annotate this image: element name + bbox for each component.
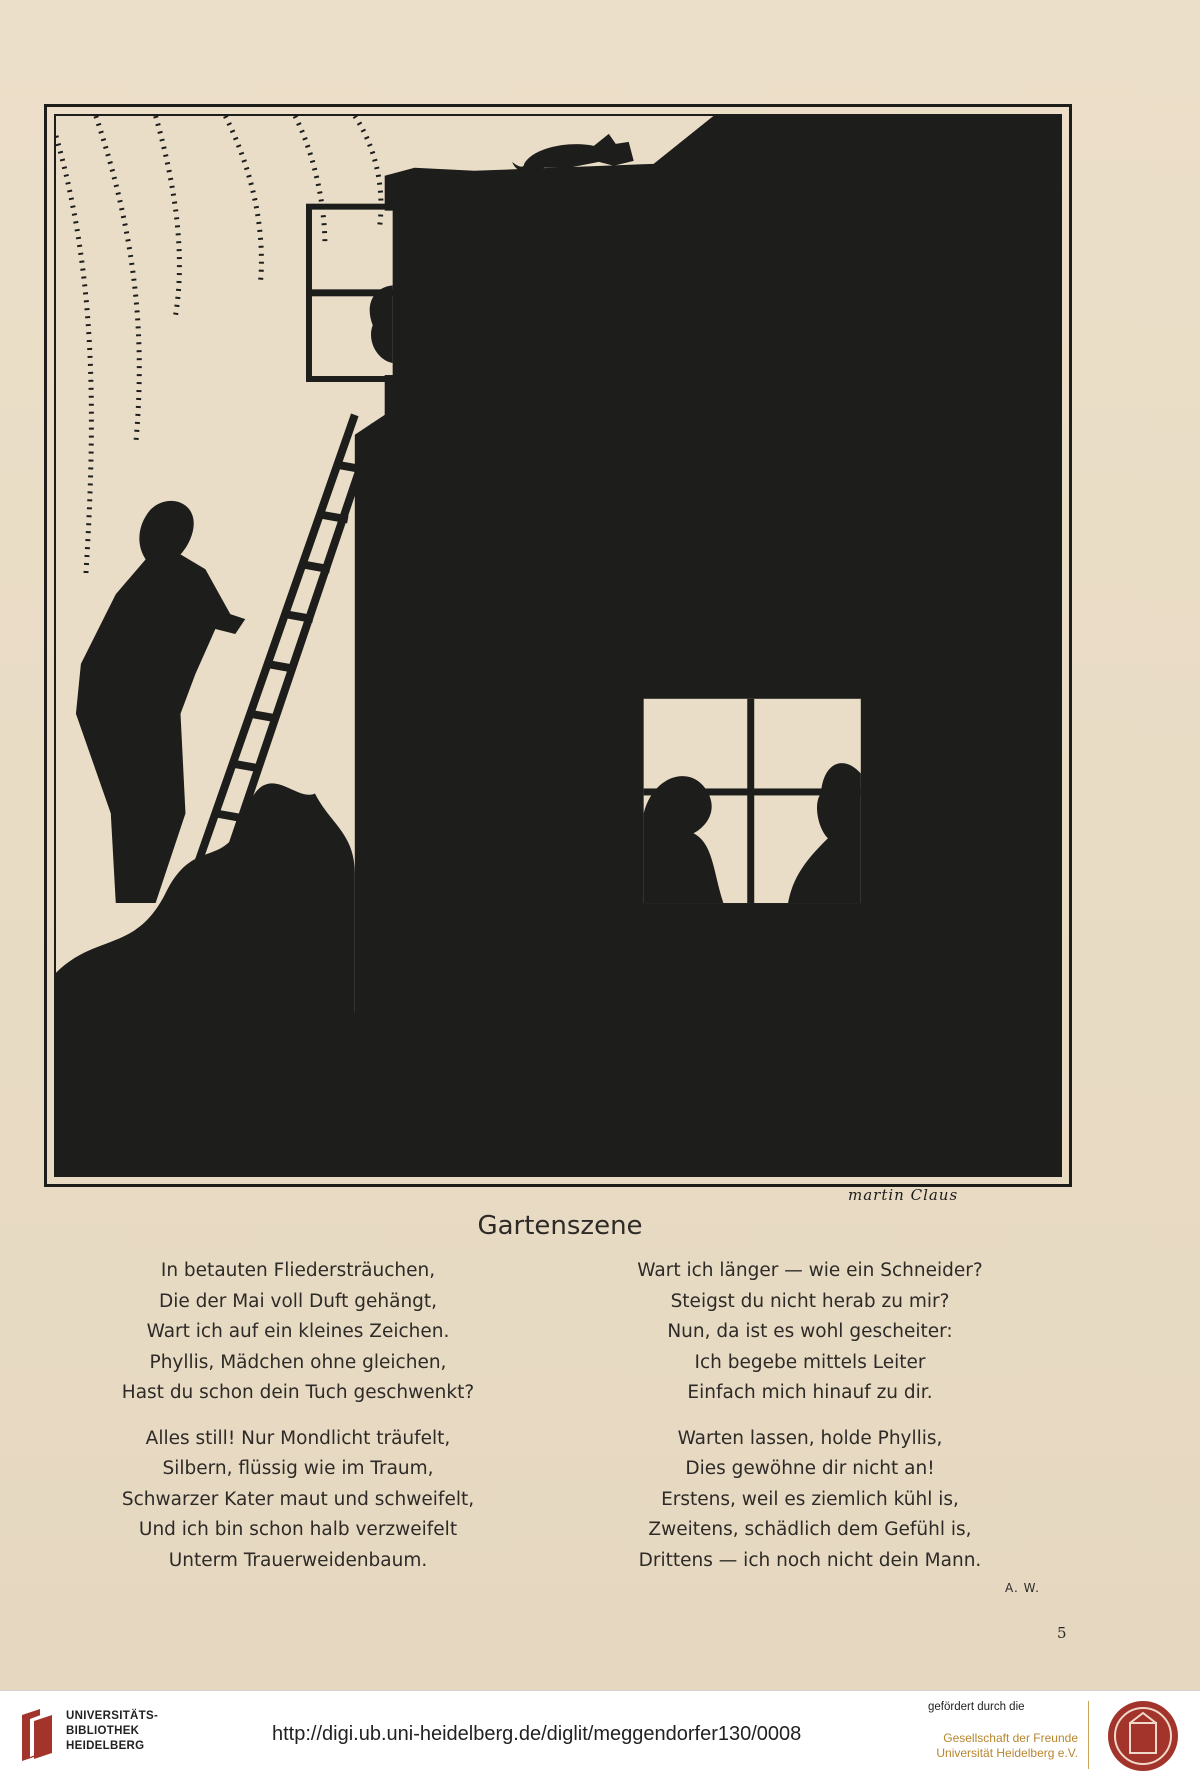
suitor-silhouette xyxy=(76,501,245,903)
author-initials: A. W. xyxy=(1005,1581,1040,1595)
viewer-footer xyxy=(0,1690,1200,1776)
silhouette-illustration xyxy=(54,114,1062,1177)
garden-scene-silhouette xyxy=(56,116,1060,1175)
poem-line: Alles still! Nur Mondlicht träufelt, xyxy=(145,1427,451,1449)
footer-divider xyxy=(1088,1701,1089,1769)
poem-line: In betauten Fliedersträuchen, xyxy=(160,1260,436,1281)
sponsor-line: Universität Heidelberg e.V. xyxy=(936,1746,1078,1760)
poem-right-column xyxy=(580,1256,1040,1591)
stanza xyxy=(68,1424,528,1577)
library-line: HEIDELBERG xyxy=(66,1740,145,1752)
poem-line: Wart ich länger — wie ein Schneider? xyxy=(637,1260,983,1281)
university-library-logo-icon xyxy=(16,1705,58,1761)
artist-signature: martin Claus xyxy=(848,1186,959,1204)
poem-line: Und ich bin schon halb verzweifelt xyxy=(138,1519,458,1540)
page-number: 5 xyxy=(1057,1624,1067,1642)
sponsor-name xyxy=(928,1731,1078,1761)
stanza xyxy=(68,1256,528,1409)
poem-line: Die der Mai voll Duft gehängt, xyxy=(158,1290,438,1312)
poem-line: Wart ich auf ein kleines Zeichen. xyxy=(146,1321,450,1342)
poem-line: Hast du schon dein Tuch geschwenkt? xyxy=(121,1382,475,1403)
poem-line: Silbern, flüssig wie im Traum, xyxy=(162,1458,434,1479)
permalink-url[interactable]: http://digi.ub.uni-heidelberg.de/diglit/meggendorfer130/0008 xyxy=(272,1723,802,1745)
poem-line: Unterm Trauerweidenbaum. xyxy=(168,1549,428,1571)
poem-line: Dies gewöhne dir nicht an! xyxy=(685,1458,935,1479)
poem-left-column xyxy=(68,1256,528,1591)
poem-line: Phyllis, Mädchen ohne gleichen, xyxy=(149,1351,447,1373)
poem-line: Drittens — ich noch nicht dein Mann. xyxy=(638,1549,982,1571)
stanza xyxy=(580,1256,1040,1409)
poem-line: Erstens, weil es ziemlich kühl is, xyxy=(661,1488,959,1510)
sponsor-line: Gesellschaft der Freunde xyxy=(943,1731,1078,1745)
sponsor-label: gefördert durch die xyxy=(928,1701,1025,1713)
poem-line: Ich begebe mittels Leiter xyxy=(694,1351,926,1373)
poem-line: Schwarzer Kater maut und schweifelt, xyxy=(121,1488,475,1510)
poem-title: Gartenszene xyxy=(477,1211,643,1241)
library-line: UNIVERSITÄTS- xyxy=(66,1710,159,1722)
society-seal-icon xyxy=(1106,1699,1180,1773)
poem-line: Einfach mich hinauf zu dir. xyxy=(687,1382,933,1403)
poem-line: Warten lassen, holde Phyllis, xyxy=(677,1427,943,1449)
library-line: BIBLIOTHEK xyxy=(66,1725,140,1737)
poem-line: Steigst du nicht herab zu mir? xyxy=(670,1290,950,1312)
poem-line: Nun, da ist es wohl gescheiter: xyxy=(667,1321,953,1342)
poem-line: Zweitens, schädlich dem Gefühl is, xyxy=(648,1519,972,1540)
stanza xyxy=(580,1424,1040,1577)
library-name xyxy=(66,1709,158,1754)
